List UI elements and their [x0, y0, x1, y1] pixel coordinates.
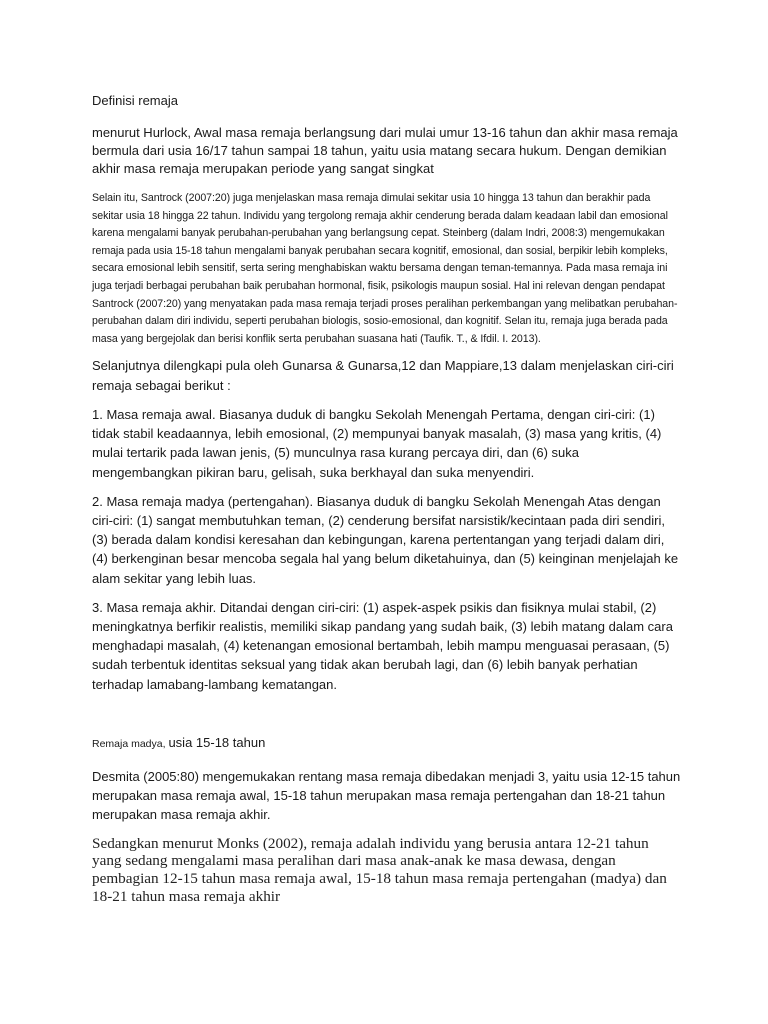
document-heading: Definisi remaja — [92, 93, 178, 108]
gunarsa-intro-paragraph: Selanjutnya dilengkapi pula oleh Gunarsa & Gunarsa,12 dan Mappiare,13 dalam menjelaskan ciri-ciri remaja sebagai berikut : — [92, 358, 674, 393]
desmita-paragraph: Desmita (2005:80) mengemukakan rentang masa remaja dibedakan menjadi 3, yaitu usia 12-15 tahun merupakan masa remaja awal, 15-18 tahun merupakan masa remaja pertengahan dan 18-21 tahun merupakan masa remaja akhir. — [92, 768, 681, 823]
section-spacer — [92, 704, 682, 734]
subheading-large-text: usia 15-18 tahun — [168, 734, 266, 750]
subheading-small-text: Remaja madya, — [92, 737, 169, 750]
stage-middle-paragraph: 2. Masa remaja madya (pertengahan). Biasanya duduk di bangku Sekolah Menengah Atas dengan ciri-ciri: (1) sangat membutuhkan teman, (2) cenderung bersifat narsistik/kecintaan pada diri sendiri, (3) berada dalam kondisi keresahan dan kebingungan, karena pertentangan yang terjadi dalam diri, (4) berkenginan besar mencoba segala hal yang belum diketahuinya, dan (5) keinginan menjelajah ke alam sekitar yang lebih luas. — [92, 493, 679, 586]
stage-late-paragraph: 3. Masa remaja akhir. Ditandai dengan ciri-ciri: (1) aspek-aspek psikis dan fisiknya mulai stabil, (2) meningkatnya berfikir realistis, memiliki sikap pandang yang sudah baik, (3) lebih matang dalam cara menghadapi masalah, (4) ketenangan emosional bertambah, lebih mampu menguasai perasaan, (5) sudah terbentuk identitas seksual yang tidak akan berubah lagi, dan (6) lebih banyak perhatian terhadap lamabang-lambang kematangan. — [92, 599, 673, 692]
santrock-paragraph: Selain itu, Santrock (2007:20) juga menjelaskan masa remaja dimulai sekitar usia 10 hingga 13 tahun dan berakhir pada sekitar usia 18 hingga 22 tahun. Individu yang tergolong remaja akhir cenderung berada dalam keadaan labil dan emosional karena mengalami banyak perubahan-perubahan yang berlangsung cepat. Steinberg (dalam Indri, 2008:3) mengemukakan remaja pada usia 15-18 tahun mengalami banyak perubahan secara kognitif, emosional, dan sosial, berpikir lebih kompleks, secara emosional lebih sensitif, serta sering menghabiskan waktu bersama dengan teman-temannya. Pada masa remaja ini juga terjadi berbagai perubahan baik perubahan hormonal, fisik, psikologis maupun sosial. Hal ini relevan dengan pendapat Santrock (2007:20) yang menyatakan pada masa remaja terjadi proses peralihan perkembangan yang melibatkan perubahan-perubahan dalam diri individu, seperti perubahan biologis, sosio-emosional, dan kognitif. Selan itu, remaja juga berada pada masa yang bergejolak dan berisi konflik serta perubahan suasana hati (Taufik. T., & Ifdil. I. 2013). — [92, 192, 678, 345]
remaja-madya-subheading — [92, 734, 682, 753]
stage-early-paragraph: 1. Masa remaja awal. Biasanya duduk di bangku Sekolah Menengah Pertama, dengan ciri-ciri: (1) tidak stabil keadaannya, lebih emosional, (2) mempunyai banyak masalah, (3) masa yang kritis, (4) mulai tertarik pada lawan jenis, (5) munculnya rasa kurang percaya diri, dan (6) suka mengembangkan pikiran baru, gelisah, suka berkhayal dan suka menyendiri. — [92, 406, 662, 480]
hurlock-paragraph: menurut Hurlock, Awal masa remaja berlangsung dari mulai umur 13-16 tahun dan akhir masa remaja bermula dari usia 16/17 tahun sampai 18 tahun, yaitu usia matang secara hukum. Dengan demikian akhir masa remaja merupakan periode yang sangat singkat — [92, 125, 678, 176]
document-page — [92, 92, 682, 906]
monks-paragraph: Sedangkan menurut Monks (2002), remaja adalah individu yang berusia antara 12-21 tahun yang sedang mengalami masa peralihan dari masa anak-anak ke masa dewasa, dengan pembagian 12-15 tahun masa remaja awal, 15-18 tahun masa remaja pertengahan (madya) dan 18-21 tahun masa remaja akhir — [92, 834, 667, 906]
